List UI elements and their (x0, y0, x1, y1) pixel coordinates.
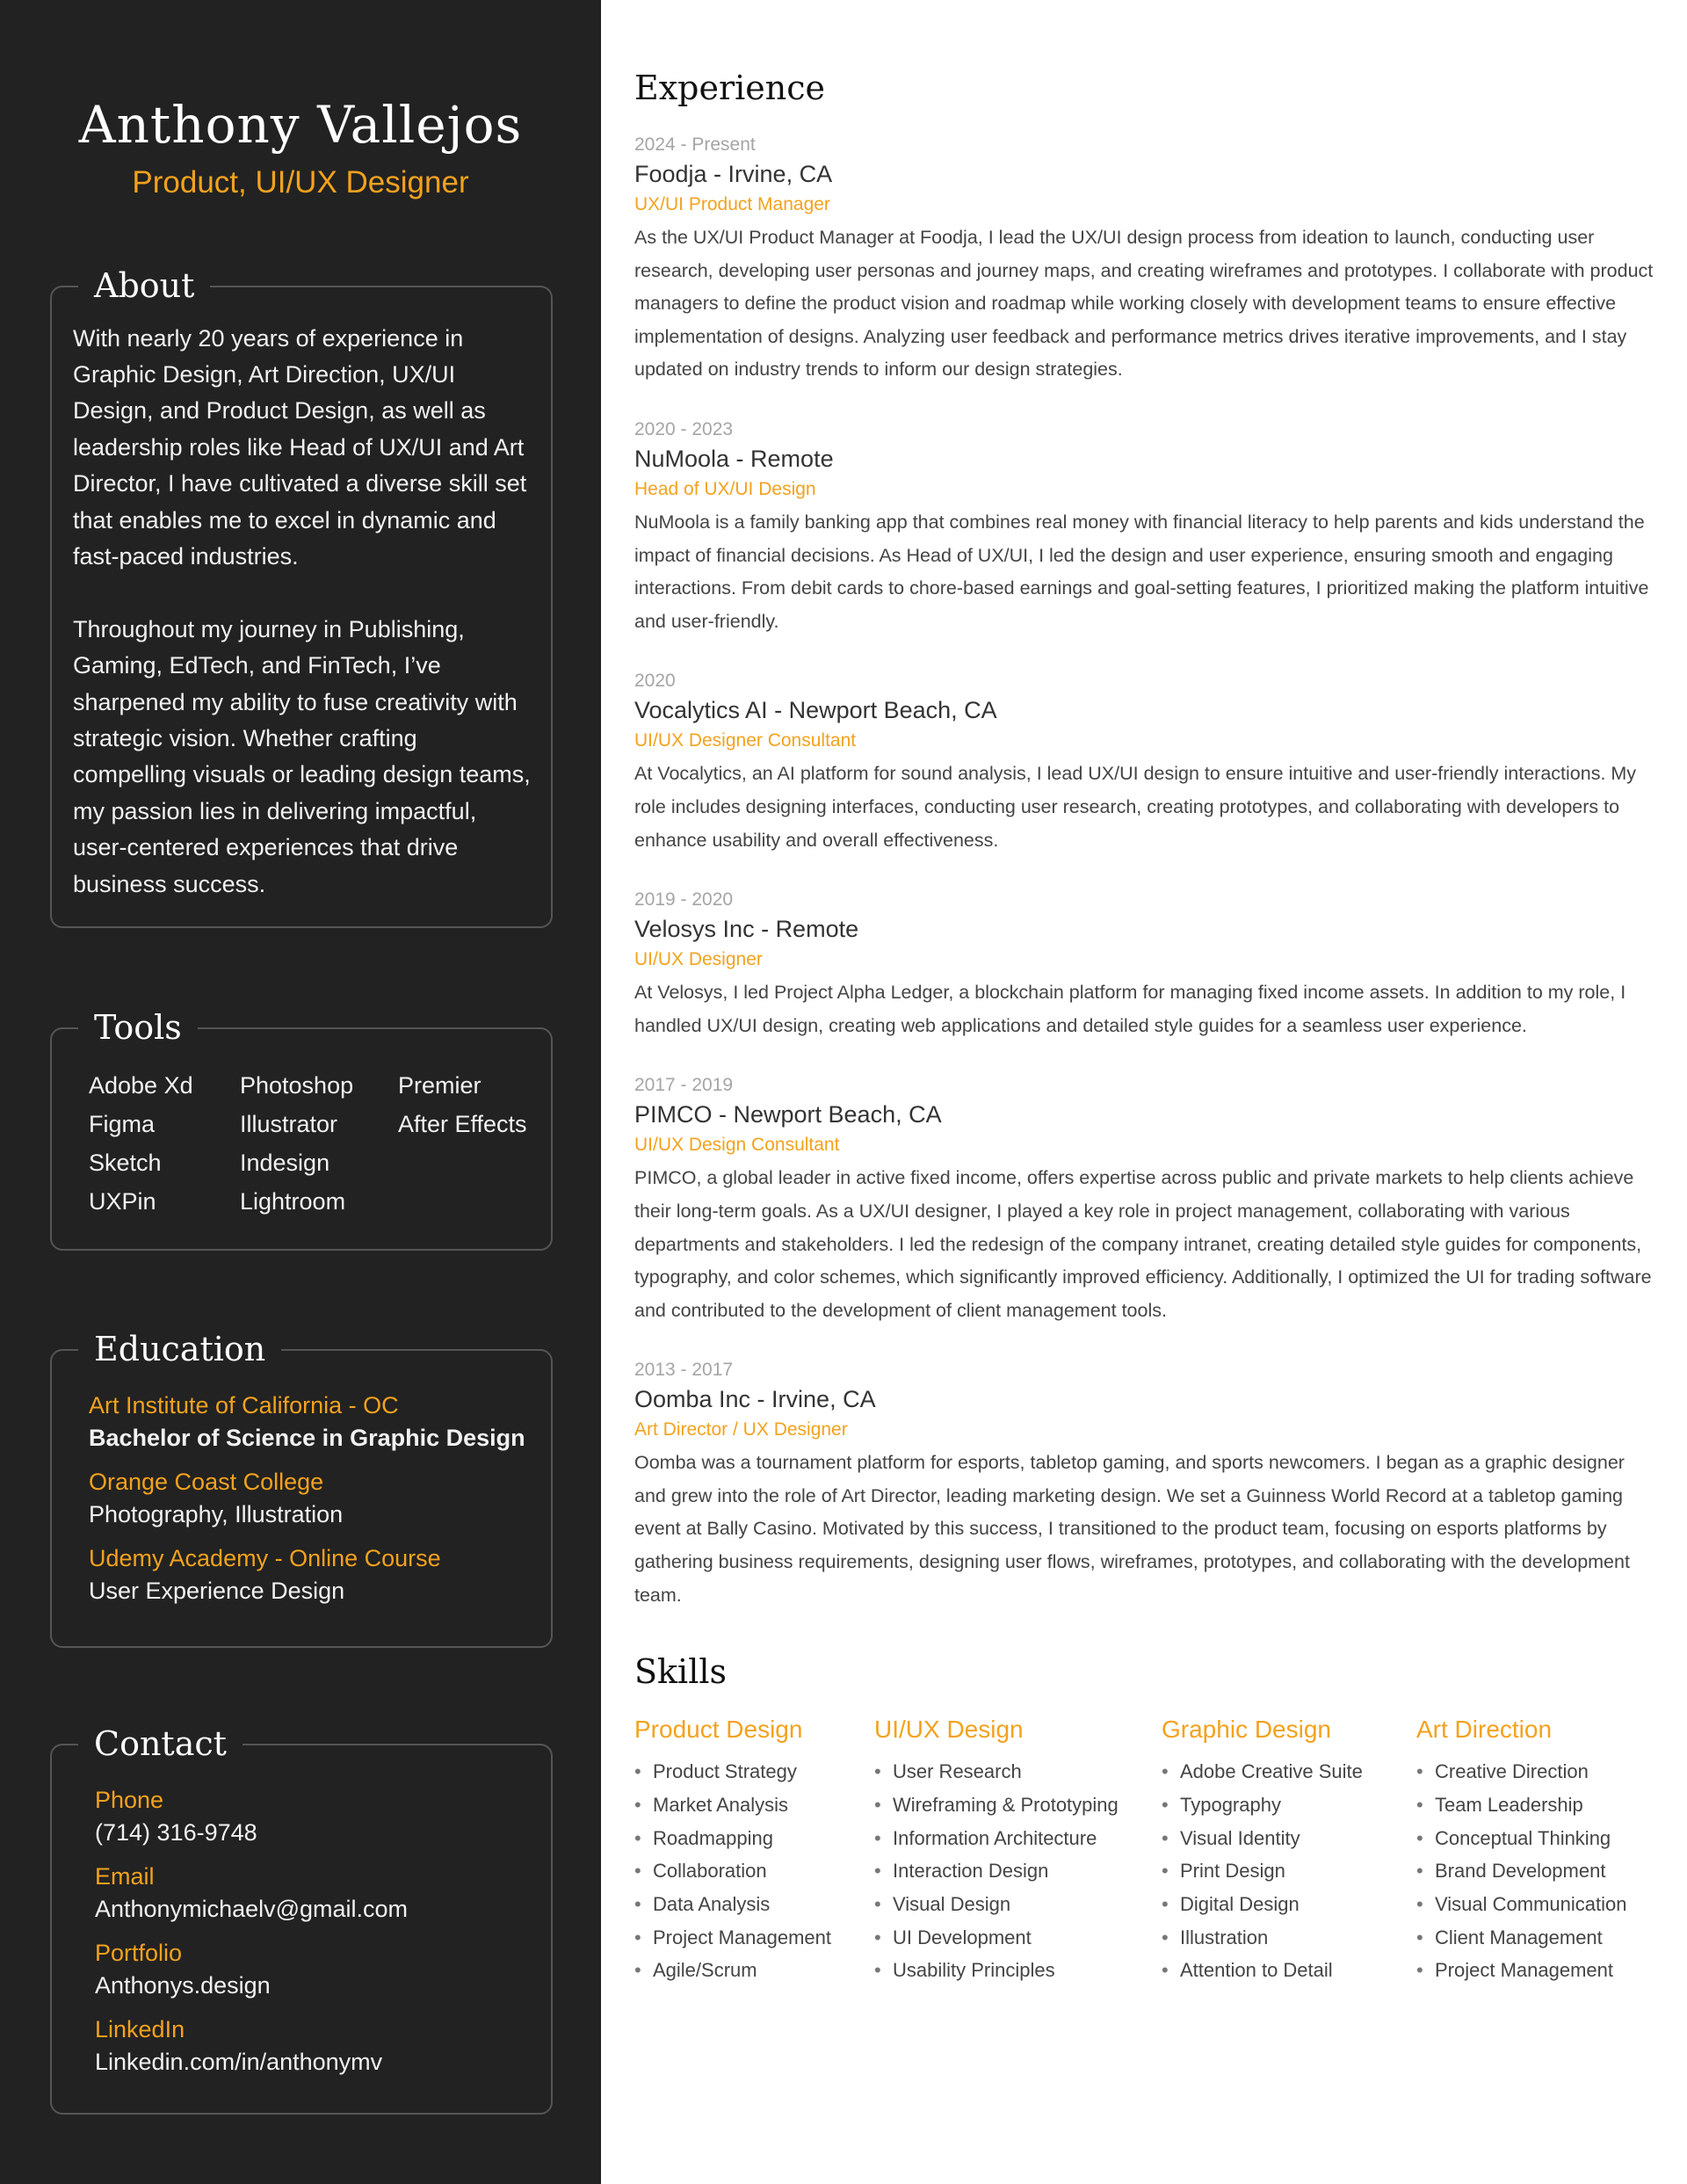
contact-linkedin (95, 2013, 551, 2079)
tools-column (398, 1066, 527, 1221)
tools-section (50, 1007, 553, 1251)
job-role: UX/UI Product Manager (634, 194, 830, 214)
tool-item: UXPin (89, 1187, 156, 1215)
job-role: UI/UX Designer (634, 949, 763, 970)
job-years: 2017 - 2019 (634, 1075, 734, 1096)
job-role: UI/UX Designer Consultant (634, 730, 857, 751)
contact-phone (95, 1784, 551, 1849)
bullet-icon: • (1162, 1860, 1169, 1883)
bullet-icon: • (1162, 1926, 1169, 1948)
about-section (50, 265, 553, 928)
about-heading: About (78, 261, 210, 310)
skill-label: UI Development (893, 1926, 1032, 1948)
skill-label: Illustration (1180, 1926, 1269, 1948)
skill-item (634, 1954, 874, 1987)
skill-item (1416, 1789, 1654, 1822)
skill-group-title: Graphic Design (1162, 1716, 1331, 1744)
contact-heading: Contact (78, 1719, 243, 1768)
bullet-icon: • (1162, 1760, 1169, 1783)
bullet-icon: • (1162, 1893, 1169, 1916)
skill-label: Visual Design (893, 1893, 1011, 1916)
tool-item: Lightroom (240, 1187, 346, 1215)
skill-group-title: Art Direction (1416, 1716, 1553, 1744)
tool-item: Adobe Xd (89, 1071, 193, 1099)
job-entry (634, 668, 1654, 857)
bullet-icon: • (1416, 1826, 1423, 1849)
job-company: Velosys Inc - Remote (634, 916, 859, 943)
contact-label: Phone (95, 1786, 164, 1813)
bullet-icon: • (1416, 1959, 1423, 1982)
tool-item: Indesign (240, 1149, 330, 1176)
skill-label: Project Management (653, 1926, 831, 1948)
skill-item (874, 1954, 1162, 1987)
about-paragraph: Throughout my journey in Publishing, Gaming, EdTech, and FinTech, I’ve sharpened my ability to fuse creativity with strategic vision. Whether crafting compelling visuals or leading design teams, my passion lies in delivering impactful, user-centered experiences that drive business success. (73, 615, 531, 897)
education-item (89, 1466, 551, 1531)
bullet-icon: • (1162, 1959, 1169, 1982)
skill-label: Typography (1180, 1793, 1281, 1816)
skill-label: Product Strategy (653, 1760, 797, 1783)
about-text (73, 321, 533, 903)
skill-label: Brand Development (1435, 1860, 1606, 1883)
skill-group-title: Product Design (634, 1716, 803, 1744)
job-company: PIMCO - Newport Beach, CA (634, 1101, 942, 1128)
job-company: NuMoola - Remote (634, 445, 834, 472)
bullet-icon: • (1162, 1826, 1169, 1849)
sidebar (0, 0, 601, 2184)
skill-label: Agile/Scrum (653, 1959, 757, 1982)
skill-label: Print Design (1180, 1860, 1285, 1883)
skill-item (634, 1789, 874, 1822)
skill-item (1416, 1954, 1654, 1987)
skill-group (874, 1712, 1162, 1987)
skill-item (634, 1822, 874, 1855)
skill-item (634, 1755, 874, 1789)
skill-item (874, 1755, 1162, 1789)
skill-group (634, 1712, 874, 1987)
linkedin-link[interactable]: Linkedin.com/in/anthonymv (95, 2048, 383, 2075)
job-role: Art Director / UX Designer (634, 1419, 848, 1440)
bullet-icon: • (634, 1793, 641, 1816)
tools-column (89, 1066, 240, 1221)
bullet-icon: • (874, 1826, 881, 1849)
tool-item: Figma (89, 1110, 156, 1137)
job-years: 2020 - 2023 (634, 418, 734, 439)
skill-label: Client Management (1435, 1926, 1603, 1948)
job-description: NuMoola is a family banking app that combines real money with financial literacy to help parents and kids understand the impact of financial decisions. As Head of UX/UI, I led the design and user experience, ensuring smooth and engaging interactions. From debit cards to chore-based earnings and goal-setting features, I prioritized making the platform intuitive and user-friendly. (634, 511, 1649, 632)
skill-label: Visual Communication (1435, 1893, 1627, 1916)
job-role: UI/UX Design Consultant (634, 1135, 840, 1156)
skill-item (634, 1888, 874, 1921)
education-heading: Education (78, 1324, 281, 1374)
contact-label: Portfolio (95, 1939, 183, 1966)
skill-label: Adobe Creative Suite (1180, 1760, 1363, 1783)
bullet-icon: • (1416, 1793, 1423, 1816)
contact-email (95, 1861, 551, 1926)
skill-item (874, 1921, 1162, 1955)
tool-item: Premier (398, 1071, 481, 1099)
bullet-icon: • (634, 1926, 641, 1948)
job-years: 2019 - 2020 (634, 889, 734, 911)
job-company: Vocalytics AI - Newport Beach, CA (634, 697, 997, 724)
candidate-title: Product, UI/UX Designer (132, 164, 469, 200)
skill-label: Creative Direction (1435, 1760, 1589, 1783)
education-degree: User Experience Design (89, 1577, 345, 1604)
job-entry (634, 132, 1654, 387)
skill-group (1416, 1712, 1654, 1987)
skills-grid (634, 1712, 1654, 1987)
skill-item (874, 1854, 1162, 1888)
education-school: Udemy Academy - Online Course (89, 1544, 441, 1571)
skill-item (1162, 1854, 1416, 1888)
contact-portfolio (95, 1937, 551, 2002)
bullet-icon: • (1162, 1793, 1169, 1816)
skill-item (634, 1854, 874, 1888)
bullet-icon: • (634, 1959, 641, 1982)
bullet-icon: • (874, 1893, 881, 1916)
job-years: 2020 (634, 671, 676, 692)
skill-item (874, 1789, 1162, 1822)
education-degree: Bachelor of Science in Graphic Design (89, 1424, 525, 1451)
bullet-icon: • (874, 1793, 881, 1816)
job-entry (634, 1357, 1654, 1612)
job-description: PIMCO, a global leader in active fixed income, offers expertise across public and private markets to help clients achieve their long-term goals. As a UX/UI designer, I played a key role in project management, collaborating with various departments and stakeholders. I led the redesign of the company intranet, creating detailed style guides for components, typography, and color schemes, which significantly improved efficiency. Additionally, I optimized the UI for trading software and contributed to the development of client management tools. (634, 1167, 1652, 1321)
tools-column (240, 1066, 398, 1221)
skill-item (874, 1822, 1162, 1855)
skill-label: Visual Identity (1180, 1826, 1300, 1849)
tools-grid (89, 1066, 551, 1221)
skill-label: Data Analysis (653, 1893, 771, 1916)
skill-label: Project Management (1435, 1959, 1613, 1982)
skill-item (1416, 1822, 1654, 1855)
contact-label: Email (95, 1862, 155, 1890)
skill-label: User Research (893, 1760, 1022, 1783)
skill-label: Interaction Design (893, 1860, 1049, 1883)
job-description: At Velosys, I led Project Alpha Ledger, a blockchain platform for managing fixed income assets. In addition to my role, I handled UX/UI design, creating web applications and detailed style guides for a seamless user experience. (634, 982, 1626, 1036)
bullet-icon: • (874, 1860, 881, 1883)
education-degree: Photography, Illustration (89, 1500, 344, 1527)
job-role: Head of UX/UI Design (634, 478, 816, 499)
job-description: Oomba was a tournament platform for esports, tabletop gaming, and sports newcomers. I began as a graphic designer and grew into the role of Art Director, leading marketing design. We set a Guinness World Record at a tabletop gaming event at Bally Casino. Motivated by this success, I transitioned to the product team, focusing on esports platforms by gathering business requirements, designing user flows, wireframes, prototypes, and collaborating with the development team. (634, 1452, 1630, 1606)
bullet-icon: • (634, 1860, 641, 1883)
tool-item: Photoshop (240, 1071, 354, 1099)
bullet-icon: • (634, 1893, 641, 1916)
bullet-icon: • (874, 1926, 881, 1948)
education-school: Orange Coast College (89, 1468, 324, 1495)
phone-value[interactable]: (714) 316-9748 (95, 1818, 257, 1846)
skill-item (1162, 1822, 1416, 1855)
education-school: Art Institute of California - OC (89, 1391, 399, 1419)
job-years: 2024 - Present (634, 134, 756, 155)
skill-label: Collaboration (653, 1860, 767, 1883)
skill-label: Market Analysis (653, 1793, 789, 1816)
skill-item (1162, 1755, 1416, 1789)
skill-item (1416, 1755, 1654, 1789)
skill-label: Information Architecture (893, 1826, 1097, 1849)
skill-item (634, 1921, 874, 1955)
portfolio-link[interactable]: Anthonys.design (95, 1971, 271, 1999)
job-company: Oomba Inc - Irvine, CA (634, 1386, 876, 1413)
skill-item (1416, 1888, 1654, 1921)
bullet-icon: • (1416, 1893, 1423, 1916)
skill-label: Attention to Detail (1180, 1959, 1333, 1982)
education-item (89, 1389, 551, 1455)
bullet-icon: • (1416, 1926, 1423, 1948)
skill-group-title: UI/UX Design (874, 1716, 1024, 1744)
bullet-icon: • (1416, 1860, 1423, 1883)
skill-item (1162, 1921, 1416, 1955)
job-entry (634, 417, 1654, 638)
candidate-name: Anthony Vallejos (78, 95, 523, 155)
email-link[interactable]: Anthonymichaelv@gmail.com (95, 1895, 409, 1922)
bullet-icon: • (874, 1959, 881, 1982)
tools-heading: Tools (78, 1003, 198, 1052)
job-description: At Vocalytics, an AI platform for sound analysis, I lead UX/UI design to ensure intuitive and user-friendly interactions. My role includes designing interfaces, conducting user research, creating prototypes, and collaborating with developers to enhance usability and overall effectiveness. (634, 763, 1637, 851)
skill-item (1162, 1789, 1416, 1822)
education-item (89, 1542, 551, 1607)
skill-label: Digital Design (1180, 1893, 1300, 1916)
job-years: 2013 - 2017 (634, 1360, 734, 1381)
tool-item: Illustrator (240, 1110, 338, 1137)
skill-item (874, 1888, 1162, 1921)
job-company: Foodja - Irvine, CA (634, 161, 833, 187)
skill-item (1162, 1954, 1416, 1987)
experience-heading: Experience (634, 69, 826, 107)
job-entry (634, 887, 1654, 1042)
skill-label: Conceptual Thinking (1435, 1826, 1611, 1849)
education-section (50, 1329, 553, 1648)
main-content (601, 0, 1687, 2184)
skill-label: Team Leadership (1435, 1793, 1583, 1816)
job-entry (634, 1072, 1654, 1327)
bullet-icon: • (634, 1826, 641, 1849)
bullet-icon: • (634, 1760, 641, 1783)
skill-label: Wireframing & Prototyping (893, 1793, 1119, 1816)
skill-label: Usability Principles (893, 1959, 1055, 1982)
bullet-icon: • (874, 1760, 881, 1783)
job-description: As the UX/UI Product Manager at Foodja, I lead the UX/UI design process from ideation to launch, conducting user research, developing user personas and journey maps, and creating wireframes and prototypes. I collaborate with product managers to define the product vision and roadmap while working closely with development teams to ensure effective implementation of designs. Analyzing user feedback and performance metrics drives iterative improvements, and I stay updated on industry trends to inform our design strategies. (634, 227, 1654, 381)
bullet-icon: • (1416, 1760, 1423, 1783)
skill-label: Roadmapping (653, 1826, 773, 1849)
skill-group (1162, 1712, 1416, 1987)
skill-item (1416, 1921, 1654, 1955)
skills-heading: Skills (634, 1652, 728, 1692)
skill-item (1162, 1888, 1416, 1921)
skill-item (1416, 1854, 1654, 1888)
about-paragraph: With nearly 20 years of experience in Graphic Design, Art Direction, UX/UI Design, and Product Design, as well as leadership roles like Head of UX/UI and Art Director, I have cultivated a diverse skill set that enables me to excel in dynamic and fast-paced industries. (73, 324, 527, 570)
contact-section (50, 1723, 553, 2115)
tool-item: After Effects (398, 1110, 527, 1137)
tool-item: Sketch (89, 1149, 162, 1176)
contact-label: LinkedIn (95, 2015, 185, 2043)
